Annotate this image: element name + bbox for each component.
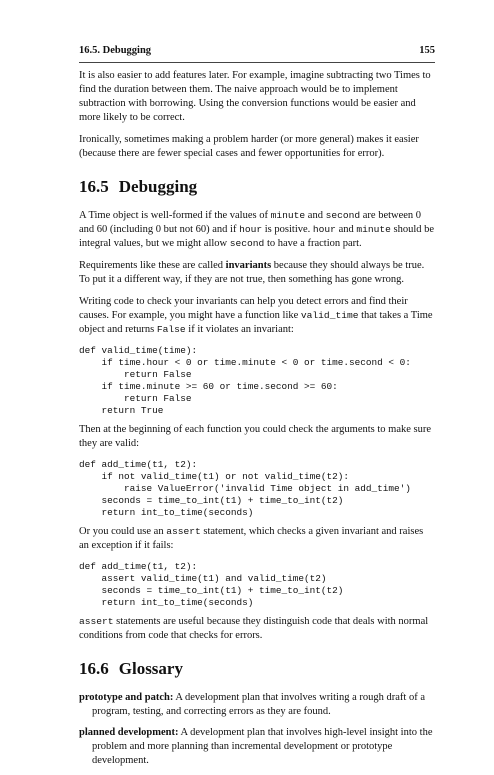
inline-code: assert <box>79 616 114 627</box>
text: statement, which checks a given invariant and raises an exception if it fails: <box>79 526 424 551</box>
section-number: 16.6 <box>79 659 109 678</box>
paragraph: It is also easier to add features later. For example, imagine subtracting two Times to find the duration between them. The naive approach would be to implement subtraction with borrowing. Using the conversion functions would be easier and more likely to be correct. <box>79 70 431 123</box>
glossary-definition: A development plan that involves high-level insight into the problem and more planning than incremental development or prototype development. <box>92 727 433 766</box>
bold-term: invariants <box>225 260 272 271</box>
code-block-add-time-assert: def add_time(t1, t2): assert valid_time(t1) and valid_time(t2) seconds = time_to_int(t1) + time_to_int(t2) return int_to_time(seconds) <box>79 561 344 608</box>
paragraph: Then at the beginning of each function you could check the arguments to make sure they are valid: <box>79 424 432 449</box>
inline-code: minute <box>270 210 306 221</box>
paragraph <box>79 615 435 643</box>
section-heading-debugging <box>79 177 435 197</box>
glossary-entry <box>79 691 435 719</box>
text: statements are useful because they distinguish code that deals with normal conditions from code that checks for errors. <box>79 616 429 641</box>
glossary-entry <box>79 726 435 768</box>
text: if it violates an invariant: <box>185 324 294 335</box>
header-section-title: 16.5. Debugging <box>79 45 152 56</box>
text: because they should always be true. To put it a different way, if they are not true, then something has gone wrong. <box>79 260 425 285</box>
paragraph <box>79 259 435 287</box>
page-number: 155 <box>419 45 435 56</box>
text-column <box>79 69 435 775</box>
paragraph: Ironically, sometimes making a problem harder (or more general) makes it easier (because there are fewer special cases and fewer opportunities for error). <box>79 134 419 159</box>
inline-code: second <box>229 238 265 249</box>
paragraph <box>79 209 435 251</box>
text: should be integral values, but we might allow <box>79 224 435 249</box>
text: to have a fraction part. <box>264 238 362 249</box>
text: and <box>305 210 326 221</box>
text: and <box>335 224 357 235</box>
inline-code: hour <box>239 224 263 235</box>
glossary-term: planned development: <box>79 727 179 738</box>
code-block-add-time-check: def add_time(t1, t2): if not valid_time(t1) or not valid_time(t2): raise ValueError('invalid Time object in add_time') seconds = time_to_int(t1) + time_to_int(t2) return int_to_time(seconds) <box>79 459 411 518</box>
inline-code: assert <box>166 526 201 537</box>
glossary-definition: A development plan that involves writing a rough draft of a program, testing, and correcting errors as they are found. <box>92 692 425 717</box>
text: Or you could use an <box>79 526 167 537</box>
paragraph <box>79 525 435 553</box>
text: are between 0 and 60 (including 0 but not 60) and if <box>79 210 422 235</box>
text: is positive. <box>262 224 313 235</box>
section-title: Glossary <box>118 659 183 678</box>
code-block-valid-time: def valid_time(time): if time.hour < 0 or time.minute < 0 or time.second < 0: return False if time.minute >= 60 or time.second >= 60: return False return True <box>79 345 411 416</box>
paragraph <box>79 295 435 337</box>
text: A Time object is well-formed if the values of <box>79 210 271 221</box>
section-number: 16.5 <box>79 177 109 196</box>
section-title: Debugging <box>118 177 198 196</box>
text: Requirements like these are called <box>79 260 226 271</box>
inline-code: False <box>156 324 186 335</box>
inline-code: minute <box>356 224 391 235</box>
text: Writing code to check your invariants can help you detect errors and find their causes. For example, you might have a function like <box>79 296 408 321</box>
inline-code: hour <box>312 224 336 235</box>
inline-code: valid_time <box>300 310 359 321</box>
glossary-term: prototype and patch: <box>79 692 174 703</box>
inline-code: second <box>325 210 361 221</box>
running-header <box>79 44 435 63</box>
section-heading-glossary <box>79 659 435 679</box>
text: that takes a Time object and returns <box>79 310 433 335</box>
